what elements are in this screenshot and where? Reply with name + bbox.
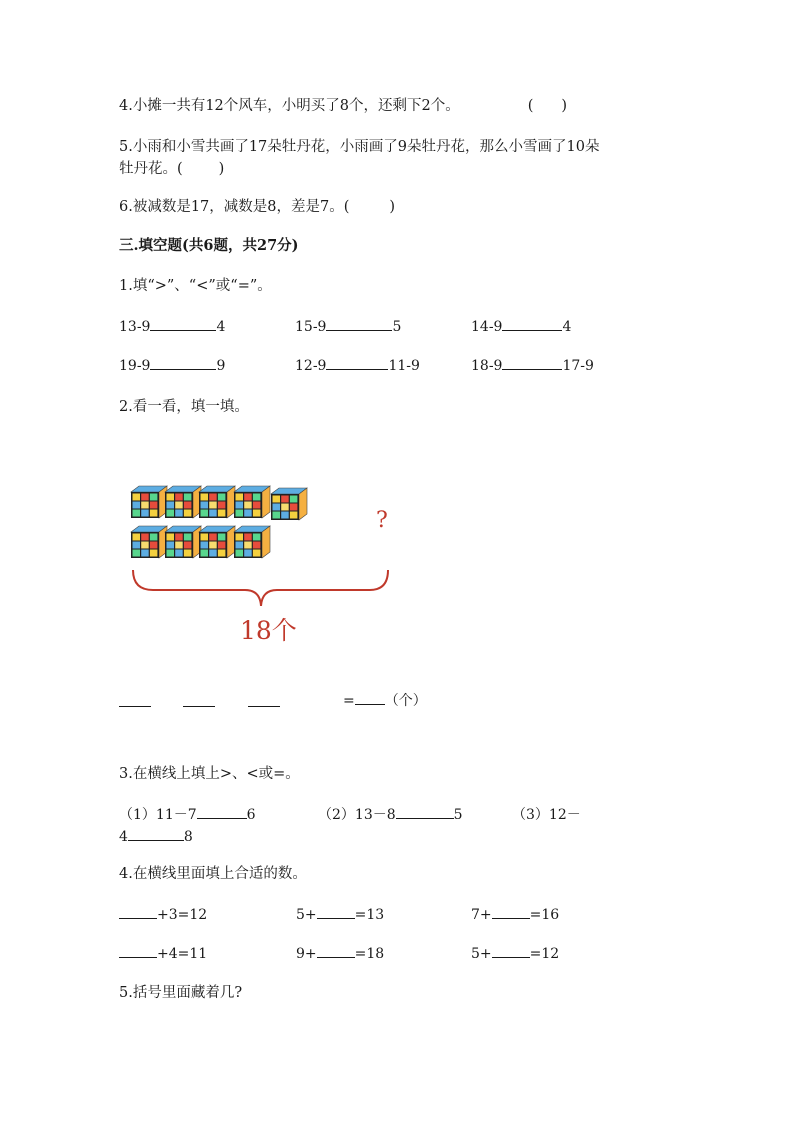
answer-blank[interactable] (183, 692, 215, 707)
fill-item: 5+ =12 (471, 943, 559, 962)
compare-item: 15-9 5 (295, 316, 401, 335)
answer-paren[interactable]: ( ) (343, 199, 396, 215)
answer-blank[interactable] (492, 943, 530, 958)
compare-item: 13-9 4 (119, 316, 225, 335)
answer-equation: = （个） (343, 690, 427, 710)
fill-q5-title: 5.括号里面藏着几? (119, 985, 243, 1001)
fill-q3-title: 3.在横线上填上>、<或=。 (119, 766, 300, 782)
rubiks-cube-icon (165, 486, 201, 518)
compare-item: 18-9 17-9 (471, 355, 594, 374)
fill-item: +3=12 (119, 904, 207, 923)
rubiks-cube-icon (199, 526, 235, 558)
compare-item: 12-9 11-9 (295, 355, 420, 374)
rubiks-cube-icon (131, 486, 167, 518)
compare-item: （2）13－8 5 (318, 804, 463, 824)
q4-statement: 4.小摊一共有12个风车，小明买了8个，还剩下2个。 ( ) (119, 95, 567, 117)
q5-statement-cont: 牡丹花。( ) (119, 158, 224, 180)
compare-item: （3）12－ (512, 807, 581, 823)
rubiks-cube-icon (234, 486, 270, 518)
fill-q4-title: 4.在横线里面填上合适的数。 (119, 866, 307, 882)
section-title: 三.填空题(共6题，共27分) (119, 237, 299, 254)
fill-item: 5+ =13 (296, 904, 384, 923)
answer-blank[interactable] (119, 904, 157, 919)
fill-item: 9+ =18 (296, 943, 384, 962)
rubiks-cube-icon (165, 526, 201, 558)
answer-blank[interactable] (355, 690, 385, 705)
answer-blank[interactable] (396, 804, 454, 819)
compare-item-cont: 4 8 (119, 826, 193, 845)
answer-blank[interactable] (197, 804, 247, 819)
fill-item: +4=11 (119, 943, 207, 962)
answer-blank[interactable] (119, 692, 151, 707)
fill-q2-title: 2.看一看，填一填。 (119, 399, 249, 415)
compare-item: （1）11－7 6 (119, 804, 256, 824)
q5-statement: 5.小雨和小雪共画了17朵牡丹花，小雨画了9朵牡丹花，那么小雪画了10朵 (119, 139, 600, 155)
answer-blank[interactable] (128, 826, 184, 841)
answer-blank[interactable] (317, 904, 355, 919)
answer-blank[interactable] (492, 904, 530, 919)
total-label: 18个 (240, 616, 297, 645)
fill-q1-title: 1.填“>”、“<”或“=”。 (119, 278, 272, 294)
total-brace (133, 570, 388, 606)
rubiks-cube-icon (131, 526, 167, 558)
rubiks-cube-icon (199, 486, 235, 518)
fill-item: 7+ =16 (471, 904, 559, 923)
answer-blank[interactable] (119, 943, 157, 958)
answer-paren[interactable]: ( ) (177, 161, 225, 177)
q6-statement: 6.被减数是17，减数是8，差是7。( ) (119, 196, 395, 218)
compare-item: 19-9 9 (119, 355, 225, 374)
rubiks-cube-icon (271, 488, 307, 520)
question-mark: ? (376, 508, 388, 533)
answer-paren[interactable]: ( ) (527, 98, 568, 114)
compare-item: 14-9 4 (471, 316, 571, 335)
rubiks-cube-icon (234, 526, 270, 558)
answer-blank[interactable] (248, 692, 280, 707)
answer-blank[interactable] (317, 943, 355, 958)
